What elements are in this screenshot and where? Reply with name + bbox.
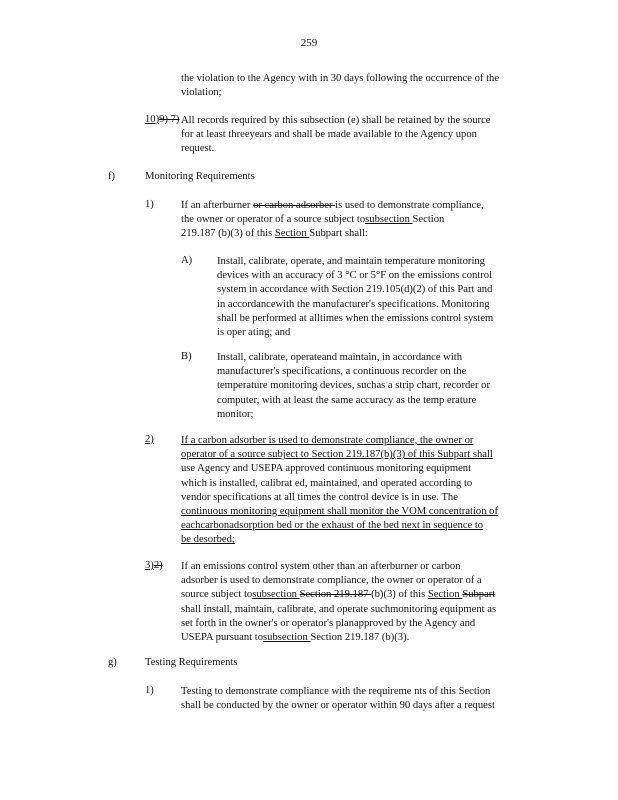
inserted-text: subsection (252, 589, 300, 601)
carbon-adsorber-paragraph (181, 434, 542, 548)
text-line: Testing to demonstrate compliance with the requireme nts of this Section (181, 686, 491, 697)
records-paragraph (181, 114, 533, 157)
section-label-g: g) (108, 657, 117, 668)
item-label-B: B) (181, 351, 192, 362)
testing-paragraph (181, 685, 517, 713)
deleted-text: Subpart (462, 589, 496, 601)
label-deleted: 2) (153, 560, 163, 571)
text-line: is oper ating; and (217, 327, 291, 339)
item-label-3 (145, 560, 163, 571)
inserted-line: eachcarbonadsorption bed or the exhaust of the bed next in sequence to (181, 520, 484, 532)
inserted-line: continuous monitoring equipment shall monitor the VOM concentration of (181, 506, 498, 518)
text-line: devices with an accuracy of 3 °C or 5°F on the emissions control (217, 270, 493, 282)
item-label-10 (145, 114, 179, 125)
deleted-text: or carbon adsorber (253, 200, 336, 211)
text-line: temperature monitoring devices, suchas a strip chart, recorder or (217, 380, 490, 392)
label-new: 10) (145, 114, 160, 125)
text-line: vendor specifications at all times the control device is in use. The (181, 491, 458, 503)
paragraph-A (217, 255, 529, 340)
item-label-A: A) (181, 255, 193, 266)
text-line: source subject tosubsection Section 219.187 (b)(3) of this Section Subpart (181, 589, 496, 601)
inserted-line: be desorbed; (181, 534, 235, 546)
text-line: All records required by this subsection (e) shall be retained by the source (181, 115, 491, 126)
text-line: manufacturer's specifications, a continuous recorder on the (217, 366, 467, 378)
text-line: in accordancewith the manufacturer's specifications. Monitoring (217, 298, 490, 310)
inserted-line: If a carbon adsorber is used to demonstrate compliance, the owner or (181, 435, 474, 446)
text-line: system in accordance with Section 219.105(d)(2) of this Part and (217, 284, 493, 296)
emissions-control-paragraph (181, 560, 541, 645)
item-label-2: 2) (145, 434, 154, 445)
inserted-text: subsection (365, 214, 413, 226)
deleted-text: Section 219.187 (299, 589, 372, 601)
text-line: adsorber is used to demonstrate compliance, the owner or operator of a (181, 575, 482, 587)
text-line: monitor; (217, 408, 254, 420)
text-line: If an emissions control system other than an afterburner or carbon (181, 561, 461, 572)
afterburner-paragraph (181, 199, 521, 242)
continuation-paragraph (181, 72, 541, 100)
item-label-1: 1) (145, 199, 154, 210)
text-line: use Agency and USEPA approved continuous monitoring equipment (181, 463, 472, 475)
text-line: computer, with at least the same accuracy as the temp erature (217, 394, 477, 406)
section-title-monitoring: Monitoring Requirements (145, 171, 255, 182)
text-line: Install, calibrate, operate, and maintain temperature monitoring (217, 256, 485, 267)
page-number: 259 (300, 37, 318, 49)
text-line: the owner or operator of a source subject tosubsection Section (181, 214, 445, 226)
text-line: shall install, maintain, calibrate, and operate suchmonitoring equipment as (181, 603, 497, 615)
text-line: for at least threeyears and shall be made available to the Agency upon (181, 129, 477, 141)
text-line: set forth in the owner's or operator's planapproved by the Agency and (181, 617, 476, 629)
text-line: shall be conducted by the owner or operator within 90 days after a request (181, 700, 495, 712)
inserted-text: Section (427, 589, 463, 601)
label-deleted: 9) 7) (159, 114, 180, 125)
label-new: 3) (145, 560, 154, 571)
section-title-testing: Testing Requirements (145, 657, 238, 668)
text-line: violation; (181, 87, 222, 99)
section-label-f: f) (108, 171, 116, 182)
text-line: request. (181, 143, 215, 155)
text-line: which is installed, calibrat ed, maintained, and operated according to (181, 477, 473, 489)
text-line: 219.187 (b)(3) of this Section Subpart shall: (181, 228, 368, 240)
item-label-g1: 1) (145, 685, 154, 696)
text-line: Install, calibrate, operateand maintain, in accordance with (217, 352, 463, 363)
text-line: shall be performed at alltimes when the emissions control system (217, 312, 494, 324)
text-line: the violation to the Agency with in 30 days following the occurrence of the (181, 73, 500, 84)
inserted-line: operator of a source subject to Section 219.187(b)(3) of this Subpart shall (181, 449, 493, 461)
text-line: If an afterburner or carbon adsorber is used to demonstrate compliance, (181, 200, 484, 211)
text-line: USEPA pursuant tosubsection Section 219.187 (b)(3). (181, 632, 410, 644)
paragraph-B (217, 351, 529, 422)
inserted-text: Section (274, 228, 310, 240)
inserted-text: subsection (263, 632, 311, 644)
